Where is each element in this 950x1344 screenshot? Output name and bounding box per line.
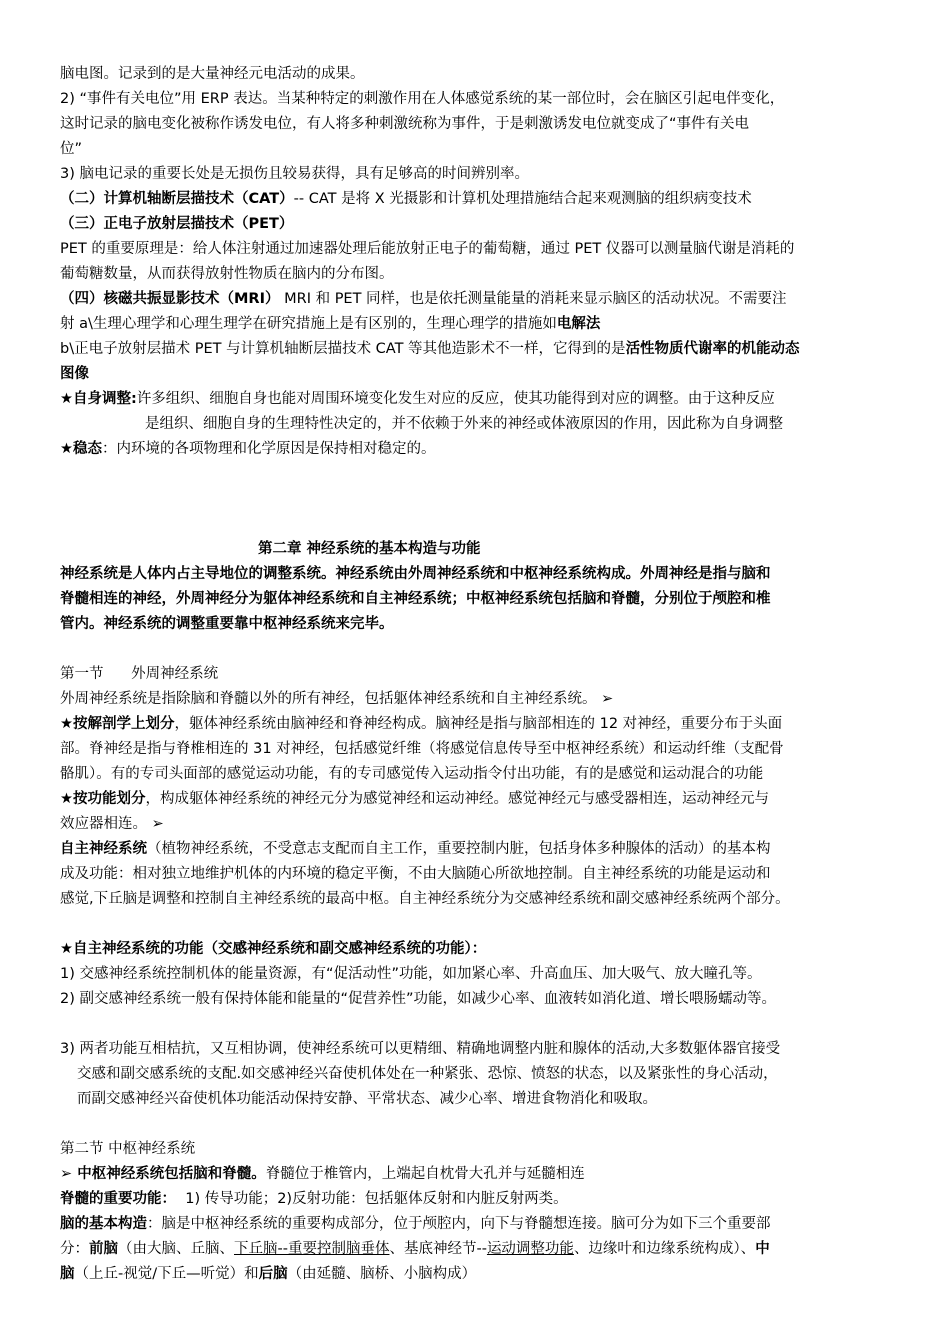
bold-term: ★自主神经系统的功能（交感神经系统和副交感神经系统的功能）： (60, 941, 487, 957)
text: 、边缘叶和边缘系统构成）、 (573, 1241, 756, 1257)
text-line (60, 687, 613, 712)
bold-term: ★按解剖学上划分 (60, 716, 175, 732)
text-line (60, 737, 784, 762)
text-line (77, 1062, 778, 1087)
text: （三）正电子放射层描技术（PET） (60, 216, 294, 232)
underlined-text: 下丘脑--重要控制脑垂体 (234, 1241, 390, 1257)
text: （由延髓、脑桥、小脑构成） (287, 1266, 477, 1282)
text-line (60, 437, 436, 462)
text: 2) “事件有关电位”用 ERP 表达。当某种特定的刺激作用在人体感觉系统的某一部位时，会在脑区引起电伴变化， (60, 91, 785, 107)
text: ：脑是中枢神经系统的重要构成部分，位于颅腔内，向下与脊髓想连接。脑可分为如下三个重要部 (147, 1216, 771, 1232)
bold-term: 后脑 (258, 1266, 288, 1282)
bold-term: 自主神经系统 (60, 841, 147, 857)
text: 分： (60, 1241, 89, 1257)
text: 2) 副交感神经系统一般有保持体能和能量的“促营养性”功能，如减少心率、血液转如消化道、增长喂肠蠕动等。 (60, 991, 777, 1007)
bold-term: ★自身调整: (60, 391, 137, 407)
text: （由大脑、丘脑、 (118, 1241, 234, 1257)
text: 交感和副交感系统的支配.如交感神经兴奋使机体处在一种紧张、恐惊、愤怒的状态，以及紧张性的身心活动， (77, 1066, 778, 1082)
text-line (60, 187, 752, 212)
text-line (60, 237, 794, 262)
text-line (60, 287, 787, 312)
text-line (60, 312, 600, 337)
text: 这时记录的脑电变化被称作诱发电位，有人将多种刺激统称为事件，于是刺激诱发电位就变成了“事件有关电 (60, 116, 750, 132)
text-line (77, 1087, 657, 1112)
text-line (60, 87, 784, 112)
text-line (60, 137, 82, 162)
text-line (60, 987, 776, 1012)
text-line (60, 862, 771, 887)
text: （植物神经系统，不受意志支配而自主工作，重要控制内脏，包括身体多种腺体的活动）的基本构 (147, 841, 771, 857)
text-line (60, 1212, 771, 1237)
section-heading: （四）核磁共振显影技术（MRI） (60, 291, 280, 307)
text-line (60, 837, 771, 862)
text: 、基底神经节-- (389, 1241, 487, 1257)
text: -- CAT 是将 X 光摄影和计算机处理措施结合起来观测脑的组织病变技术 (293, 191, 752, 207)
text: MRI 和 PET 同样，也是依托测量能量的消耗来显示脑区的活动状况。不需要注 (279, 291, 787, 307)
text-line (60, 562, 771, 587)
text: 效应器相连。 ➢ (60, 816, 164, 832)
bold-term: 脑 (60, 1266, 75, 1282)
text: 管内。神经系统的调整重要靠中枢神经系统来完毕。 (60, 616, 394, 632)
bold-term: 活性物质代谢率的机能动态 (625, 341, 800, 357)
text: 1) 交感神经系统控制机体的能量资源，有“促活动性”功能，如加紧心率、升高血压、加大吸气、放大瞳孔等。 (60, 966, 762, 982)
text: 骼肌）。有的专司头面部的感觉运动功能，有的专司感觉传入运动指令付出功能，有的是感觉和运动混合的功能 (60, 766, 764, 782)
text-line (60, 1187, 568, 1212)
text-line (60, 762, 763, 787)
bold-term: ★按功能划分 (60, 791, 146, 807)
bold-term: ★稳态 (60, 441, 102, 457)
text: 第一节 外周神经系统 (60, 666, 219, 682)
text-line (60, 112, 749, 137)
bold-term: ➢ 中枢神经系统包括脑和脊髓。 (60, 1166, 266, 1182)
text: 射 a\生理心理学和心理生理学在研究措施上是有区别的，生理心理学的措施如 (60, 316, 557, 332)
text: 1) 传导功能；2)反射功能：包括躯体反射和内脏反射两类。 (176, 1191, 568, 1207)
text: 第二章 神经系统的基本构造与功能 (258, 541, 481, 557)
text: b\正电子放射层描术 PET 与计算机轴断层描技术 CAT 等其他造影术不一样，它得到的是 (60, 341, 626, 357)
text: 是组织、细胞自身的生理特性决定的，并不依赖于外来的神经或体液原因的作用，因此称为自身调整 (145, 416, 783, 432)
text: 3) 两者功能互相桔抗，又互相协调，使神经系统可以更精细、精确地调整内脏和腺体的活动,大多数躯体器官接受 (60, 1041, 781, 1057)
text-line (60, 362, 89, 387)
text-line (60, 962, 762, 987)
bold-term: 脑的基本构造 (60, 1216, 147, 1232)
text: 位” (60, 141, 83, 157)
text-line (60, 887, 790, 912)
bold-term: 图像 (60, 366, 89, 382)
chapter-title (258, 537, 481, 562)
section-heading (60, 212, 293, 237)
text: 外周神经系统是指除脑和脊髓以外的所有神经，包括躯体神经系统和自主神经系统。 ➢ (60, 691, 614, 707)
text: 脊髓相连的神经，外周神经分为躯体神经系统和自主神经系统；中枢神经系统包括脑和脊髓，分别位于颅腔和椎 (60, 591, 771, 607)
text-line (60, 1262, 476, 1287)
section-heading: （二）计算机轴断层描技术（CAT） (60, 191, 294, 207)
text-line (60, 337, 800, 362)
text-line (60, 712, 782, 737)
bold-term: 电解法 (556, 316, 601, 332)
text: ，躯体神经系统由脑神经和脊神经构成。脑神经是指与脑部相连的 12 对神经，重要分布于头面 (174, 716, 783, 732)
underlined-text: 运动调整功能 (486, 1241, 574, 1257)
text: （上丘-视觉/下丘—听觉）和 (74, 1266, 259, 1282)
section-title (60, 662, 218, 687)
text: 脊髓位于椎管内，上端起自枕骨大孔并与延髓相连 (265, 1166, 585, 1182)
text: 葡萄糖数量，从而获得放射性物质在脑内的分布图。 (60, 266, 394, 282)
bold-term: 中 (755, 1241, 770, 1257)
text-line (60, 937, 486, 962)
text: 第二节 中枢神经系统 (60, 1141, 196, 1157)
text: 而副交感神经兴奋使机体功能活动保持安静、平常状态、减少心率、增进食物消化和吸取。 (77, 1091, 657, 1107)
text: 许多组织、细胞自身也能对周围环境变化发生对应的反应，使其功能得到对应的调整。由于这种反应 (136, 391, 775, 407)
text: 部。脊神经是指与脊椎相连的 31 对神经，包括感觉纤维（将感觉信息传导至中枢神经系统）和运动纤维（支配骨 (60, 741, 784, 757)
section-title (60, 1137, 195, 1162)
text: ：内环境的各项物理和化学原因是保持相对稳定的。 (102, 441, 436, 457)
text: 感觉,下丘脑是调整和控制自主神经系统的最高中枢。自主神经系统分为交感神经系统和副交感神经系统两个部分。 (60, 891, 790, 907)
text: ，构成躯体神经系统的神经元分为感觉神经和运动神经。感觉神经元与感受器相连，运动神经元与 (145, 791, 769, 807)
text-line (60, 612, 394, 637)
text-line (60, 262, 394, 287)
text: 成及功能：相对独立地维护机体的内环境的稳定平衡，不由大脑随心所欲地控制。自主神经系统的功能是运动和 (60, 866, 771, 882)
bold-term: 脊髓的重要功能： (60, 1191, 176, 1207)
text-line (60, 787, 769, 812)
text: PET 的重要原理是：给人体注射通过加速器处理后能放射正电子的葡萄糖，通过 PET 仪器可以测量脑代谢是消耗的 (60, 241, 795, 257)
bold-term: 前脑 (89, 1241, 118, 1257)
text-line (60, 587, 771, 612)
text-line (60, 812, 164, 837)
text-line (145, 412, 783, 437)
text-line (60, 62, 365, 87)
text-line (60, 1162, 585, 1187)
text-line (60, 1237, 770, 1262)
text: 3) 脑电记录的重要长处是无损伤且较易获得，具有足够高的时间辨别率。 (60, 166, 529, 182)
text: 神经系统是人体内占主导地位的调整系统。神经系统由外周神经系统和中枢神经系统构成。外周神经是指与脑和 (60, 566, 771, 582)
text: 脑电图。记录到的是大量神经元电活动的成果。 (60, 66, 365, 82)
text-line (60, 162, 529, 187)
text-line (60, 1037, 780, 1062)
text-line (60, 387, 775, 412)
